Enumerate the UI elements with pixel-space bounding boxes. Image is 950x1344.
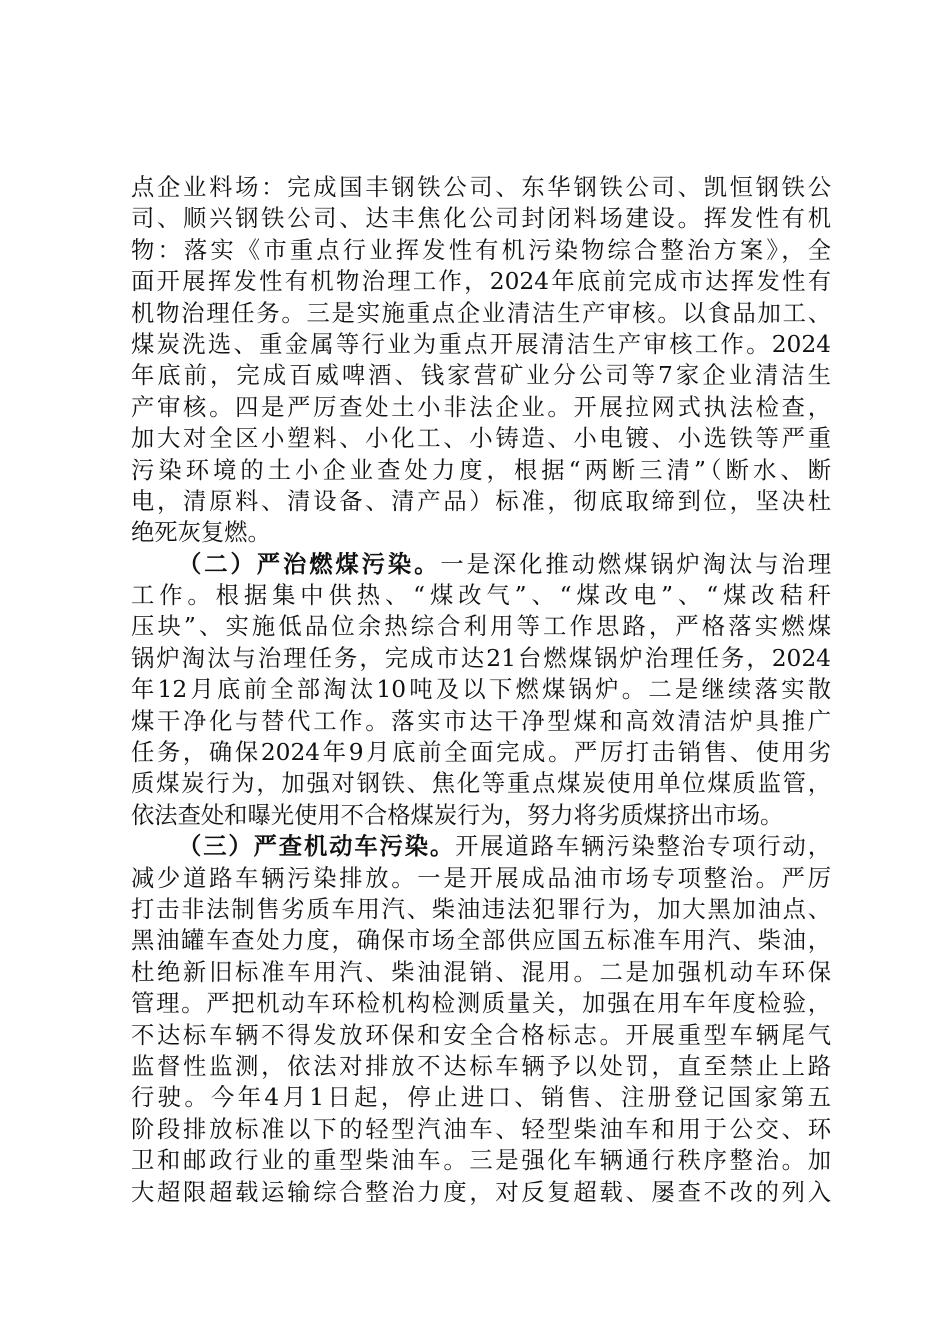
body-text-line: 工作。根据集中供热、“煤改气”、“煤改电”、“煤改秸秆: [131, 582, 831, 610]
body-text-line: 年12月底前全部淘汰10吨及以下燃煤锅炉。二是继续落实散: [131, 676, 831, 704]
body-text-line: 加大对全区小塑料、小化工、小铸造、小电镀、小选铁等严重: [131, 425, 831, 453]
body-text-line: 年底前，完成百威啤酒、钱家营矿业分公司等7家企业清洁生: [131, 362, 831, 390]
body-text-line: 大超限超载运输综合整治力度，对反复超载、屡查不改的列入: [131, 1178, 831, 1206]
body-text-line: 减少道路车辆污染排放。一是开展成品油市场专项整治。严厉: [131, 864, 831, 892]
body-text-line: 阶段排放标准以下的轻型汽油车、轻型柴油车和用于公交、环: [131, 1115, 831, 1143]
body-text-line: 依法查处和曝光使用不合格煤炭行为，努力将劣质煤挤出市场。: [131, 801, 784, 829]
body-text-line: 杜绝新旧标准车用汽、柴油混销、混用。二是加强机动车环保: [131, 958, 831, 986]
section-lead-text: 一是深化推动燃煤锅炉淘汰与治理: [440, 550, 832, 578]
body-text-line: 面开展挥发性有机物治理工作，2024年底前完成市达挥发性有: [131, 268, 831, 296]
section-lead-text: 开展道路车辆污染整治专项行动，: [455, 833, 832, 861]
document-page: [131, 172, 831, 1208]
body-text-line: 行驶。今年4月1日起，停止进口、销售、注册登记国家第五: [131, 1084, 831, 1112]
section-heading: （二）严治燃煤污染。: [178, 550, 441, 578]
body-text-line: 锅炉淘汰与治理任务，完成市达21台燃煤锅炉治理任务，2024: [131, 644, 831, 672]
section-first-line: [131, 831, 831, 862]
body-text-line: 打击非法制售劣质车用汽、柴油违法犯罪行为，加大黑加油点、: [131, 895, 831, 923]
body-text-line: 点企业料场：完成国丰钢铁公司、东华钢铁公司、凯恒钢铁公: [131, 174, 831, 201]
body-text-line: 管理。严把机动车环检机构检测质量关，加强在用车年度检验，: [131, 990, 831, 1018]
body-text-line: 不达标车辆不得发放环保和安全合格标志。开展重型车辆尾气: [131, 1021, 831, 1049]
body-text-line: 卫和邮政行业的重型柴油车。三是强化车辆通行秩序整治。加: [131, 1147, 831, 1175]
body-text-line: 污染环境的土小企业查处力度，根据“两断三清”（断水、断: [131, 456, 831, 484]
body-text-line: 产审核。四是严厉查处土小非法企业。开展拉网式执法检查，: [131, 393, 831, 421]
body-text-line: 机物治理任务。三是实施重点企业清洁生产审核。以食品加工、: [131, 299, 831, 327]
section-first-line: [131, 549, 831, 580]
body-text-line: 任务，确保2024年9月底前全面完成。严厉打击销售、使用劣: [131, 739, 831, 767]
body-text-line: 压块”、实施低品位余热综合利用等工作思路，严格落实燃煤: [131, 613, 831, 641]
body-text-line: 物：落实《市重点行业挥发性有机污染物综合整治方案》，全: [131, 236, 831, 264]
section-heading: （三）严查机动车污染。: [178, 833, 456, 861]
body-text-line: 质煤炭行为，加强对钢铁、焦化等重点煤炭使用单位煤质监管，: [131, 770, 831, 798]
body-text-line: 绝死灰复燃。: [131, 519, 271, 547]
body-text-line: 煤干净化与替代工作。落实市达干净型煤和高效清洁炉具推广: [131, 707, 831, 735]
body-text-line: 电，清原料、清设备、清产品）标准，彻底取缔到位，坚决杜: [131, 487, 831, 515]
body-text-line: 司、顺兴钢铁公司、达丰焦化公司封闭料场建设。挥发性有机: [131, 205, 831, 233]
body-text-line: 监督性监测，依法对排放不达标车辆予以处罚，直至禁止上路: [131, 1052, 831, 1080]
body-text-line: 煤炭洗选、重金属等行业为重点开展清洁生产审核工作。2024: [131, 330, 831, 358]
body-text-line: 黑油罐车查处力度，确保市场全部供应国五标准车用汽、柴油，: [131, 927, 831, 955]
